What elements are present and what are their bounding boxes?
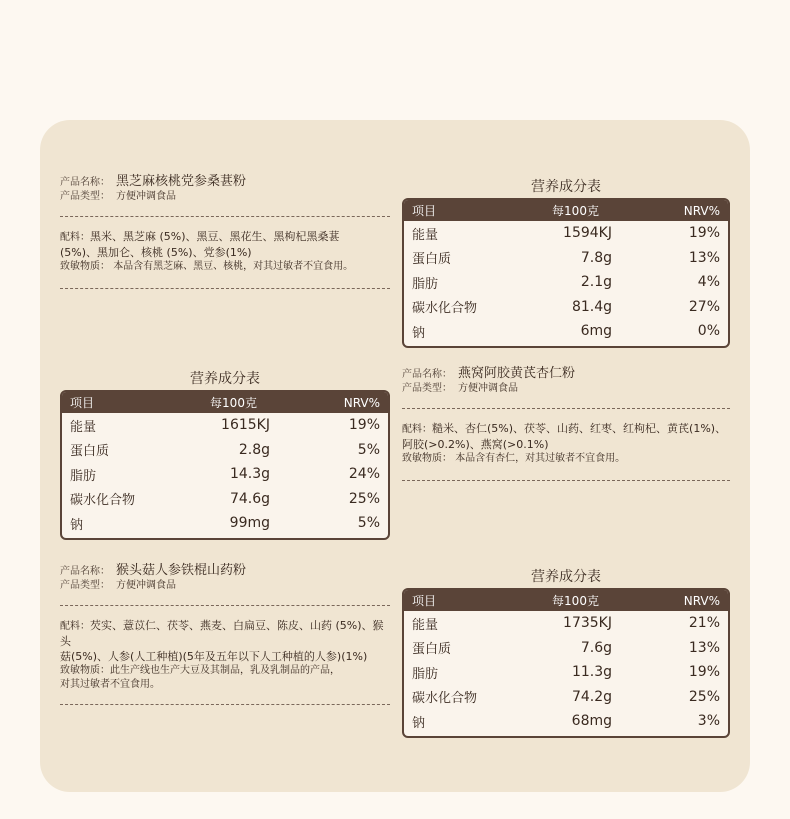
nutrient-name: 碳水化合物: [412, 301, 478, 317]
nutrition-table-title: 营养成分表: [531, 179, 601, 195]
nutrient-name: 碳水化合物: [70, 493, 136, 509]
nutrition-row: [62, 462, 388, 487]
nutrient-amount: 99mg: [229, 515, 270, 532]
product-name: 猴头菇人参铁棍山药粉: [116, 563, 247, 578]
nutrient-nrv: 5%: [357, 441, 380, 458]
nutrient-nrv: 25%: [688, 688, 720, 705]
divider: [60, 605, 390, 606]
allergy-text: 本品含有杏仁，对其过敏者不宜食用。: [455, 453, 626, 464]
header-nrv: NRV%: [343, 395, 380, 410]
allergy-info: [402, 452, 730, 466]
ingredients: [60, 618, 390, 664]
divider: [402, 480, 730, 481]
nutrient-nrv: 5%: [357, 515, 380, 532]
nutrient-name: 钠: [70, 517, 84, 533]
allergy-label: 致敏物质：: [402, 453, 452, 464]
nutrient-nrv: 21%: [688, 615, 720, 632]
product-name-line: [402, 367, 730, 382]
ingredients-line: (5%)、黑加仑、核桃 (5%)、党参(1%): [60, 246, 252, 259]
nutrient-nrv: 13%: [688, 249, 720, 266]
nutrition-row: [404, 270, 728, 295]
nutrient-name: 碳水化合物: [412, 691, 478, 707]
nutrition-row: [404, 685, 728, 710]
nutrient-amount: 74.2g: [571, 688, 612, 705]
nutrition-row: [404, 221, 728, 246]
nutrient-amount: 14.3g: [229, 466, 270, 483]
allergy-info: [60, 260, 390, 274]
nutrition-table-2: [60, 390, 390, 540]
product-type-label: 产品类型：: [60, 191, 110, 202]
ingredients-label: 配料：: [402, 424, 432, 435]
nutrient-name: 能量: [412, 617, 439, 633]
nutrient-amount: 11.3g: [571, 664, 612, 681]
nutrition-table-title: 营养成分表: [531, 569, 601, 585]
nutrition-row: [62, 511, 388, 536]
nutrition-header-row: [404, 590, 728, 611]
nutrient-nrv: 19%: [348, 417, 380, 434]
nutrient-amount: 7.8g: [580, 249, 612, 266]
product-type: 方便冲调食品: [458, 383, 518, 394]
nutrient-name: 脂肪: [412, 666, 439, 682]
nutrient-nrv: 27%: [688, 298, 720, 315]
header-item: 项目: [70, 396, 95, 410]
header-per100g: 每100克: [552, 594, 599, 608]
ingredients: [60, 229, 390, 260]
product-type: 方便冲调食品: [116, 191, 176, 202]
allergy-text: 本品含有黑芝麻、黑豆、核桃，对其过敏者不宜食用。: [113, 261, 354, 272]
product-1-info: [60, 175, 390, 289]
header-nrv: NRV%: [683, 203, 720, 218]
nutrient-amount: 74.6g: [229, 490, 270, 507]
nutrient-name: 脂肪: [70, 468, 97, 484]
allergy-text: 对其过敏者不宜食用。: [60, 679, 160, 690]
allergy-label: 致敏物质：: [60, 665, 110, 676]
product-name-label: 产品名称：: [60, 177, 110, 188]
nutrient-amount: 2.8g: [238, 441, 270, 458]
nutrition-header-row: [62, 392, 388, 413]
nutrition-row: [404, 319, 728, 344]
nutrient-amount: 1735KJ: [563, 615, 612, 632]
product-type-line: [60, 579, 390, 593]
header-per100g: 每100克: [210, 396, 257, 410]
nutrient-name: 钠: [412, 325, 426, 341]
nutrient-amount: 7.6g: [580, 639, 612, 656]
nutrition-row: [62, 413, 388, 438]
product-type: 方便冲调食品: [116, 580, 176, 591]
nutrient-amount: 2.1g: [580, 274, 612, 291]
ingredients-line: 黑米、黑芝麻 (5%)、黑豆、黑花生、黑枸杞黑桑葚: [90, 230, 340, 243]
nutrition-row: [404, 246, 728, 271]
product-name-label: 产品名称：: [60, 566, 110, 577]
divider: [60, 704, 390, 705]
nutrient-amount: 1594KJ: [563, 225, 612, 242]
nutrient-nrv: 24%: [348, 466, 380, 483]
nutrient-nrv: 19%: [688, 225, 720, 242]
nutrient-amount: 1615KJ: [221, 417, 270, 434]
nutrient-name: 脂肪: [412, 276, 439, 292]
nutrition-row: [404, 709, 728, 734]
product-type-line: [402, 382, 730, 396]
nutrient-name: 能量: [70, 419, 97, 435]
nutrient-nrv: 3%: [697, 713, 720, 730]
nutrient-name: 蛋白质: [412, 642, 452, 658]
nutrition-row: [404, 295, 728, 320]
nutrition-row: [62, 487, 388, 512]
header-nrv: NRV%: [683, 593, 720, 608]
allergy-info: [60, 664, 390, 692]
ingredients-line: 菇(5%)、人参(人工种植)(5年及五年以下人工种植的人参)(1%): [60, 650, 368, 663]
allergy-text: 此生产线也生产大豆及其制品，乳及乳制品的产品，: [110, 665, 340, 676]
nutrient-amount: 6mg: [580, 323, 612, 340]
nutrition-row: [62, 438, 388, 463]
ingredients-label: 配料：: [60, 621, 90, 632]
ingredients-line: 糙米、杏仁(5%)、茯苓、山药、红枣、红枸杞、黄芪(1%)、: [432, 422, 727, 435]
nutrient-amount: 68mg: [571, 713, 612, 730]
ingredients-label: 配料：: [60, 232, 90, 243]
nutrition-table-3: [402, 588, 730, 738]
nutrition-row: [404, 636, 728, 661]
divider: [60, 216, 390, 217]
nutrition-row: [404, 660, 728, 685]
product-name-label: 产品名称：: [402, 369, 452, 380]
nutrient-name: 蛋白质: [412, 252, 452, 268]
product-type-label: 产品类型：: [60, 580, 110, 591]
product-type-label: 产品类型：: [402, 383, 452, 394]
header-per100g: 每100克: [552, 204, 599, 218]
product-3-info: [60, 564, 390, 705]
nutrient-name: 钠: [412, 715, 426, 731]
nutrient-nrv: 19%: [688, 664, 720, 681]
nutrient-name: 蛋白质: [70, 444, 110, 460]
product-name-line: [60, 175, 390, 190]
ingredients: [402, 421, 730, 452]
nutrient-nrv: 25%: [348, 490, 380, 507]
header-item: 项目: [412, 204, 437, 218]
ingredients-line: 芡实、薏苡仁、茯苓、燕麦、白扁豆、陈皮、山药 (5%)、猴头: [60, 619, 384, 648]
nutrient-nrv: 0%: [697, 323, 720, 340]
divider: [402, 408, 730, 409]
nutrient-amount: 81.4g: [571, 298, 612, 315]
ingredients-line: 阿胶(>0.2%)、燕窝(>0.1%): [402, 438, 549, 451]
allergy-label: 致敏物质：: [60, 261, 110, 272]
product-type-line: [60, 190, 390, 204]
nutrient-name: 能量: [412, 227, 439, 243]
nutrition-row: [404, 611, 728, 636]
divider: [60, 288, 390, 289]
header-item: 项目: [412, 594, 437, 608]
product-name: 黑芝麻核桃党参桑葚粉: [116, 174, 247, 189]
product-name-line: [60, 564, 390, 579]
nutrient-nrv: 13%: [688, 639, 720, 656]
product-name: 燕窝阿胶黄芪杏仁粉: [458, 366, 576, 381]
product-2-info: [402, 367, 730, 481]
nutrition-table-title: 营养成分表: [190, 371, 260, 387]
nutrient-nrv: 4%: [697, 274, 720, 291]
nutrition-table-1: [402, 198, 730, 348]
nutrition-header-row: [404, 200, 728, 221]
